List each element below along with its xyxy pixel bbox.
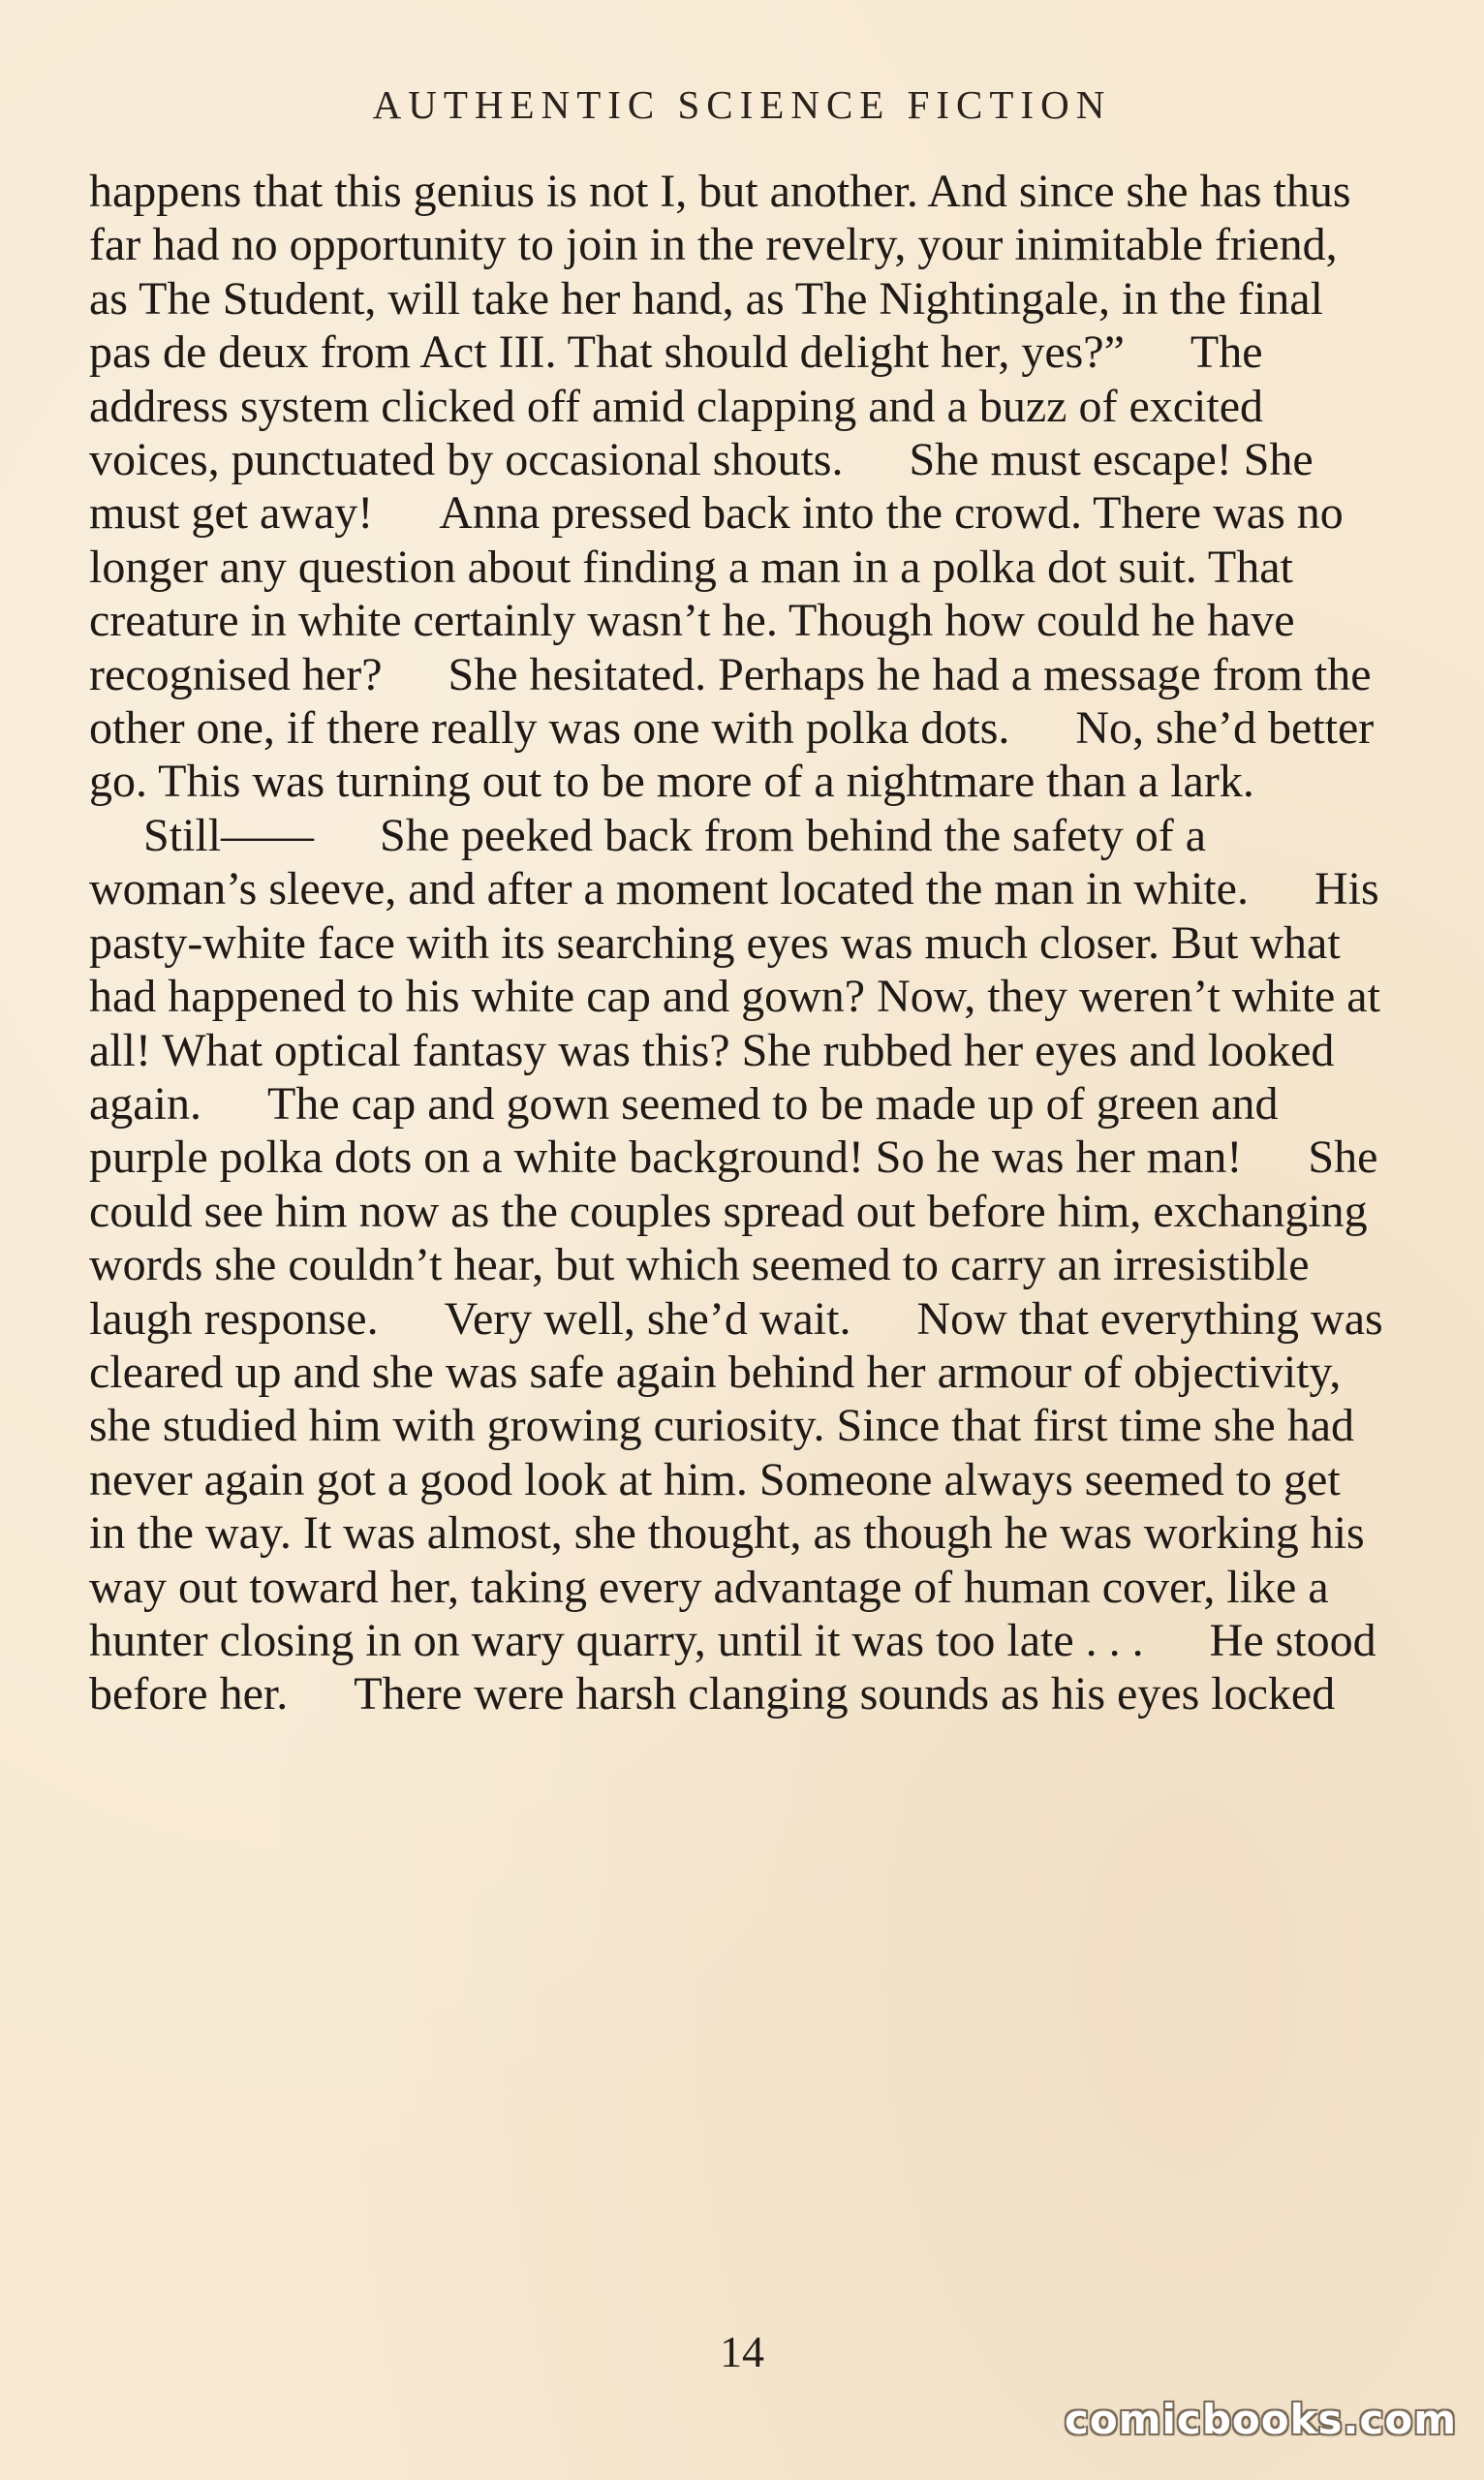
text-line: thought, as though he was working his way out toward: [89, 1507, 1365, 1613]
text-line: buzz of excited voices, punctuated by occasional shouts.: [89, 380, 1264, 486]
text-line: happens that this genius is not I, but another. And since: [89, 166, 1115, 217]
text-line: Though how could he have recognised her?: [89, 595, 1295, 700]
text-line: before him, exchanging words she couldn’t hear, but: [89, 1185, 1368, 1291]
text-line: she has thus far had no opportunity to join in the revelry,: [89, 166, 1351, 271]
text-line: always seemed to get in the way. It was almost, she: [89, 1453, 1341, 1560]
text-line: Very well, she’d wait.: [444, 1292, 851, 1345]
text-line: her, taking every advantage of human cover, like a: [389, 1561, 1329, 1613]
watermark: comicbooks.com: [1065, 2396, 1457, 2443]
text-line: Anna pressed back into the crowd. There was no: [439, 487, 1344, 540]
text-line: which seemed to carry an irresistible laugh response.: [89, 1239, 1310, 1345]
text-line: closer. But what had happened to his white cap and: [89, 916, 1341, 1023]
text-line: The address system clicked off amid clapping and a: [89, 326, 1263, 432]
text-line: Now that everything was cleared up and she was: [89, 1292, 1383, 1398]
text-line: hand, as The Nightingale, in the final pas de deux from: [89, 272, 1323, 379]
text-line: No, she’d better go. This was turning out to be more: [89, 702, 1375, 808]
text-line: longer any question about finding a man in a polka: [89, 541, 1036, 593]
text-line: Still——: [143, 809, 315, 861]
text-line: of a nightmare than a lark.: [763, 756, 1254, 808]
text-line: had never again got a good look at him. Someone: [89, 1400, 1355, 1505]
text-line: She could see him now as the couples spread out: [89, 1132, 1378, 1237]
text-line: fantasy was this? She rubbed her eyes and looked again.: [89, 1024, 1335, 1130]
text-line: She hesitated. Perhaps he had a message from the: [448, 648, 1372, 700]
text-line: hunter closing in on wary quarry, until it was too late . . .: [89, 1614, 1144, 1666]
text-line: He stood before her.: [89, 1614, 1376, 1720]
text-line: and purple polka dots on a white background! So he: [89, 1077, 1279, 1184]
text-line: gown? Now, they weren’t white at all! What optical: [89, 971, 1380, 1076]
body-text: [89, 165, 1385, 1721]
text-line: She peeked back from behind the safety of a woman’s: [89, 809, 1207, 915]
page-number: 14: [720, 2327, 764, 2376]
text-line: was her man!: [991, 1132, 1243, 1184]
running-header: AUTHENTIC SCIENCE FICTION: [372, 82, 1112, 127]
text-line: sleeve, and after a moment located the man in white.: [268, 863, 1249, 915]
text-line: She must escape! She must get away!: [89, 434, 1314, 540]
text-line: Act III. That should delight her, yes?”: [419, 326, 1125, 379]
text-line: other one, if there really was one with polka dots.: [89, 702, 1010, 755]
text-line: There were harsh clanging sounds as his eyes locked: [354, 1668, 1336, 1720]
text-line: your inimitable friend, as The Student, will take her: [89, 219, 1338, 325]
text-line: The cap and gown seemed to be made up of green: [266, 1077, 1200, 1130]
text-line: dot suit. That creature in white certainly wasn’t he.: [89, 541, 1293, 647]
text-line: His pasty-white face with its searching eyes was much: [89, 863, 1379, 969]
text-line: him with growing curiosity. Since that first time she: [308, 1400, 1276, 1452]
text-line: safe again behind her armour of objectivity, she studied: [89, 1346, 1342, 1452]
